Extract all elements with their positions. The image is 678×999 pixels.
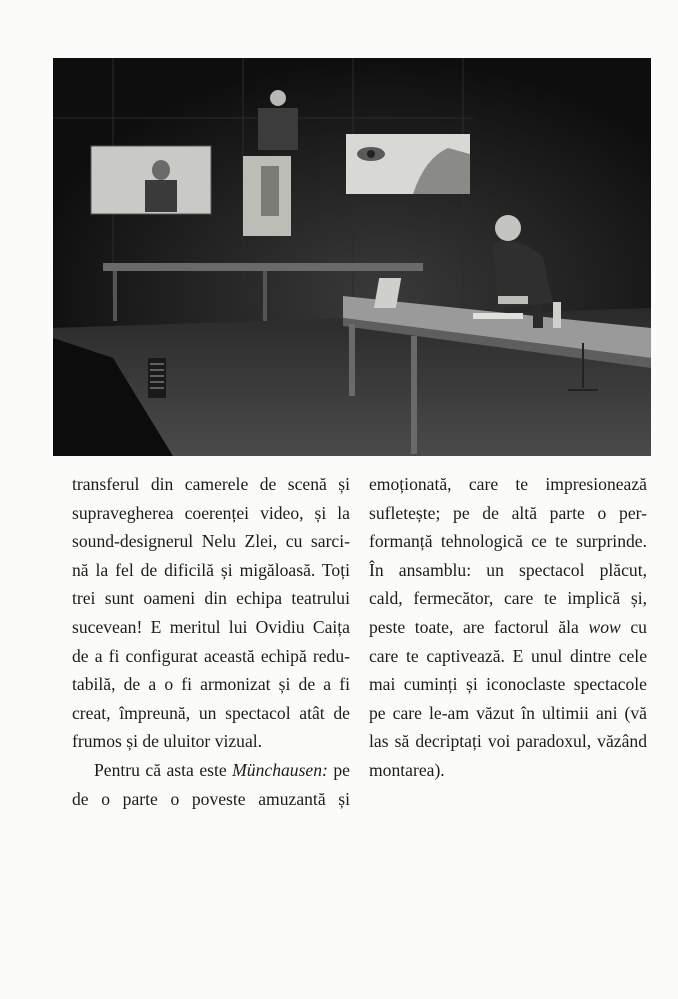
text-line: În ansamblu: un spectacol plăcut, [369, 559, 647, 580]
text-line: sufletește; pe de altă parte o per- [369, 502, 647, 523]
text-line: formanță tehnologică ce te surprinde. [369, 531, 647, 552]
text-line: sound-designerul Nelu Zlei, cu sarci- [72, 531, 350, 552]
text-line: de o parte o poveste amuzantă și [72, 788, 350, 809]
paragraph-continued [72, 470, 350, 756]
text-line: emoționată, care te impresionează [369, 474, 647, 494]
text-line: las să decriptați voi paradoxul, văzând [369, 731, 647, 752]
text-line: trei sunt oameni din echipa teatrului [72, 588, 350, 609]
text-column-right [369, 470, 647, 785]
wow-word: wow [588, 616, 621, 637]
text-line: cald, fermecător, care te implică și, [369, 588, 647, 609]
text-line: montarea). [369, 759, 445, 780]
text-line [72, 756, 350, 785]
paragraph-continued-right [369, 470, 647, 785]
text-line [369, 613, 647, 642]
text-line: tabilă, de a o fi armonizat și de a fi [72, 674, 350, 695]
text-fragment: pe [327, 759, 350, 780]
text-line: mai cuminți și iconoclaste spectacole [369, 674, 647, 695]
text-fragment: Pentru că asta este [94, 759, 233, 780]
text-line: de a fi configurat această echipă redu- [72, 645, 350, 666]
text-line: transferul din camerele de scenă și [72, 474, 350, 494]
text-line: creat, împreună, un spectacol atât de [72, 702, 350, 723]
text-fragment: peste toate, are factorul ăla [369, 616, 579, 637]
stage-photo [53, 58, 651, 456]
text-fragment: cu [620, 616, 647, 637]
text-line: supravegherea coerenței video, și la [72, 502, 350, 523]
paragraph-munchausen [72, 756, 350, 813]
title-munchausen: Münchausen: [232, 759, 328, 780]
text-column-left [72, 470, 350, 813]
text-line: care te captivează. E unul dintre cele [369, 645, 647, 666]
text-line: sucevean! E meritul lui Ovidiu Caița [72, 616, 350, 637]
text-line: nă la fel de dificilă și migăloasă. Toți [72, 559, 350, 580]
stage-performance-photo-icon [53, 58, 651, 456]
text-line: pe care le-am văzut în ultimii ani (vă [369, 702, 647, 723]
text-line: frumos și de uluitor vizual. [72, 731, 263, 752]
